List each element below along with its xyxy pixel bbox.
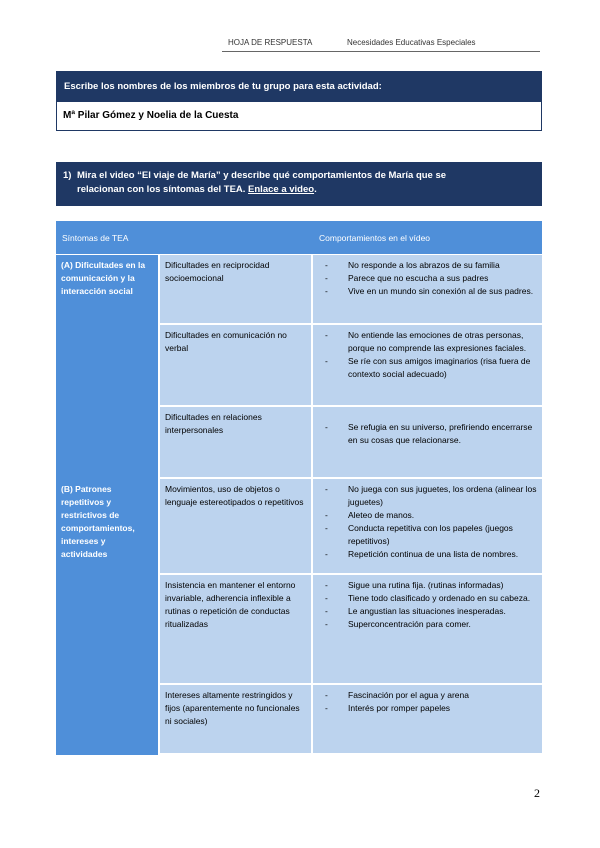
behavior-cell xyxy=(313,575,542,685)
category-b-label: (B) Patrones repetitivos y restrictivos de comportamientos, intereses y actividades xyxy=(56,479,160,755)
behavior-item: - Tiene todo clasificado y ordenado en su cabeza. xyxy=(318,592,537,605)
behavior-item: - Le angustian las situaciones inesperadas. xyxy=(318,605,537,618)
group-members-prompt: Escribe los nombres de los miembros de tu grupo para esta actividad: xyxy=(57,72,541,102)
question-1 xyxy=(56,162,542,206)
category-a-label: (A) Dificultades en la comunicación y la interacción social xyxy=(56,255,160,479)
symptom-cell: Movimientos, uso de objetos o lenguaje estereotipados o repetitivos xyxy=(160,479,313,575)
behavior-item: - Aleteo de manos. xyxy=(318,509,537,522)
symptom-cell: Intereses altamente restringidos y fijos (aparentemente no funcionales ni sociales) xyxy=(160,685,313,755)
behavior-item: - Fascinación por el agua y arena xyxy=(318,689,537,702)
question-number: 1) xyxy=(63,170,72,181)
behavior-item: - Parece que no escucha a sus padres xyxy=(318,272,537,285)
behavior-item: - Se refugia en su universo, prefiriendo encerrarse en su cosas que relacionarse. xyxy=(318,421,537,447)
header-title: HOJA DE RESPUESTA xyxy=(228,38,313,47)
table-header-row xyxy=(56,221,542,255)
table-row xyxy=(56,255,542,325)
header-subject: Necesidades Educativas Especiales xyxy=(347,38,476,47)
video-link[interactable]: Enlace a video xyxy=(248,184,315,195)
question-text-line2: relacionan con los síntomas del TEA. xyxy=(77,184,246,195)
behavior-item: - Interés por romper papeles xyxy=(318,702,537,715)
behavior-item: - Repetición continua de una lista de nombres. xyxy=(318,548,537,561)
group-members-box xyxy=(56,71,542,131)
header-symptoms: Síntomas de TEA xyxy=(56,221,313,255)
behavior-item: - Superconcentración para comer. xyxy=(318,618,537,631)
behavior-item: - Sigue una rutina fija. (rutinas informadas) xyxy=(318,579,537,592)
tea-symptoms-table xyxy=(56,221,542,755)
page-number: 2 xyxy=(534,786,540,800)
group-members-field[interactable]: Mª Pilar Gómez y Noelia de la Cuesta xyxy=(63,110,239,121)
header-divider xyxy=(222,51,540,52)
behavior-cell xyxy=(313,407,542,479)
behavior-item: - Vive en un mundo sin conexión al de sus padres. xyxy=(318,285,537,298)
behavior-item: - Conducta repetitiva con los papeles (juegos repetitivos) xyxy=(318,522,537,548)
header-behaviors: Comportamientos en el vídeo xyxy=(313,221,542,255)
behavior-item: - No responde a los abrazos de su familia xyxy=(318,259,537,272)
behavior-cell xyxy=(313,479,542,575)
behavior-cell xyxy=(313,255,542,325)
behavior-item: - No entiende las emociones de otras personas, porque no comprende las expresiones faciales. xyxy=(318,329,537,355)
behavior-item: - No juega con sus juguetes, los ordena (alinear los juguetes) xyxy=(318,483,537,509)
table-row xyxy=(56,479,542,575)
behavior-item: - Se ríe con sus amigos imaginarios (risa fuera de contexto social adecuado) xyxy=(318,355,537,381)
symptom-cell: Dificultades en reciprocidad socioemocional xyxy=(160,255,313,325)
question-text-line1: Mira el video “El viaje de María” y describe qué comportamientos de María que se xyxy=(77,170,447,181)
behavior-cell xyxy=(313,325,542,407)
symptom-cell: Dificultades en comunicación no verbal xyxy=(160,325,313,407)
page-header xyxy=(0,38,600,52)
behavior-cell xyxy=(313,685,542,755)
symptom-cell: Insistencia en mantener el entorno invariable, adherencia inflexible a rutinas o repetición de conductas ritualizadas xyxy=(160,575,313,685)
question-end: . xyxy=(314,184,317,195)
symptom-cell: Dificultades en relaciones interpersonales xyxy=(160,407,313,479)
